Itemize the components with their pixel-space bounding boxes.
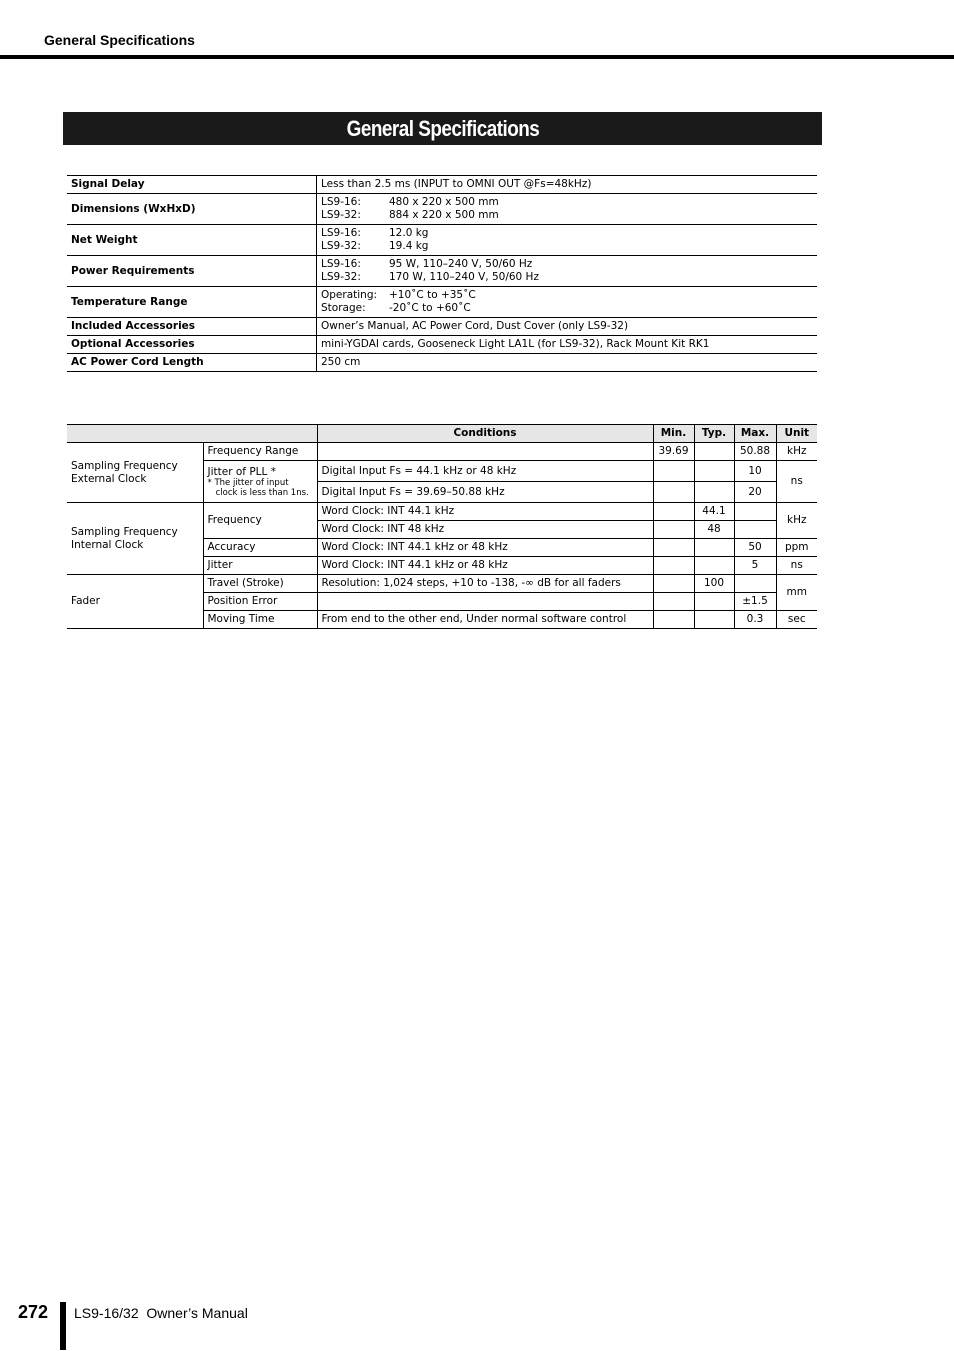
conditions-cell [317, 593, 653, 611]
max-cell [734, 521, 776, 539]
conditions-cell: Digital Input Fs = 44.1 kHz or 48 kHz [317, 461, 653, 482]
spec-label: Dimensions (WxHxD) [67, 194, 317, 225]
spec-label: AC Power Cord Length [67, 354, 317, 372]
model-label: Operating: [321, 289, 378, 301]
min-cell [653, 611, 694, 629]
unit-cell: ppm [776, 539, 817, 557]
min-cell [653, 482, 694, 503]
unit-cell: mm [776, 575, 817, 611]
footer-bar [60, 1302, 66, 1350]
item-cell: Frequency Range [203, 443, 317, 461]
group-fader: Fader [67, 575, 203, 629]
table-row [67, 354, 817, 372]
unit-cell: kHz [776, 443, 817, 461]
value-text: 170 W, 110–240 V, 50/60 Hz [389, 271, 539, 283]
footnote: * The jitter of input clock is less than 1ns. [207, 477, 309, 498]
max-cell: 5 [734, 557, 776, 575]
spec-label: Temperature Range [67, 287, 317, 318]
spec-label: Optional Accessories [67, 336, 317, 354]
item-cell: Travel (Stroke) [203, 575, 317, 593]
running-header: General Specifications [44, 32, 195, 48]
spec-value-line [321, 356, 813, 369]
spec-label: Signal Delay [67, 176, 317, 194]
section-title: General Specifications [346, 116, 539, 141]
spec-value-line [321, 289, 813, 302]
item-cell: Frequency [203, 503, 317, 539]
max-cell: ±1.5 [734, 593, 776, 611]
spec-label: Included Accessories [67, 318, 317, 336]
header-blank [67, 425, 317, 443]
spec-value-line [321, 271, 813, 284]
max-cell [734, 503, 776, 521]
table-row [67, 256, 817, 287]
model-label: LS9-16: [321, 227, 361, 239]
typ-cell [694, 461, 734, 482]
value-text: Owner’s Manual, AC Power Cord, Dust Cover (only LS9-32) [321, 320, 629, 332]
value-text: 12.0 kg [389, 227, 429, 239]
min-cell [653, 557, 694, 575]
model-label: Storage: [321, 302, 366, 314]
item-cell: Jitter [203, 557, 317, 575]
min-cell [653, 461, 694, 482]
header-conditions: Conditions [317, 425, 653, 443]
spec-value-line [321, 320, 813, 333]
header-max: Max. [734, 425, 776, 443]
general-spec-table [67, 175, 817, 372]
spec-value [317, 176, 818, 194]
table-header-row [67, 425, 817, 443]
model-label: LS9-16: [321, 196, 361, 208]
max-cell: 10 [734, 461, 776, 482]
spec-value [317, 287, 818, 318]
unit-cell: kHz [776, 503, 817, 539]
typ-cell: 100 [694, 575, 734, 593]
conditions-cell: Word Clock: INT 44.1 kHz [317, 503, 653, 521]
typ-cell [694, 593, 734, 611]
max-cell: 50 [734, 539, 776, 557]
model-label: LS9-32: [321, 209, 361, 221]
header-typ: Typ. [694, 425, 734, 443]
spec-value-line [321, 209, 813, 222]
spec-value-line [321, 196, 813, 209]
typ-cell [694, 557, 734, 575]
table-row [67, 575, 817, 593]
group-internal-clock: Sampling Frequency Internal Clock [67, 503, 203, 575]
item-cell [203, 461, 317, 503]
item-cell: Position Error [203, 593, 317, 611]
max-cell: 50.88 [734, 443, 776, 461]
header-rule [0, 55, 954, 59]
min-cell [653, 503, 694, 521]
min-cell [653, 539, 694, 557]
max-cell: 0.3 [734, 611, 776, 629]
unit-cell: sec [776, 611, 817, 629]
header-min: Min. [653, 425, 694, 443]
table-row [67, 336, 817, 354]
min-cell [653, 521, 694, 539]
page-number: 272 [18, 1302, 49, 1322]
table-row [67, 176, 817, 194]
section-title-bar [63, 112, 822, 145]
value-text: -20˚C to +60˚C [389, 302, 471, 314]
table-row [67, 318, 817, 336]
unit-cell: ns [776, 557, 817, 575]
model-label: LS9-16: [321, 258, 361, 270]
max-cell [734, 575, 776, 593]
value-text: mini-YGDAI cards, Gooseneck Light LA1L (for LS9-32), Rack Mount Kit RK1 [321, 338, 710, 350]
spec-label: Net Weight [67, 225, 317, 256]
item-cell: Accuracy [203, 539, 317, 557]
conditions-cell: Word Clock: INT 48 kHz [317, 521, 653, 539]
table-row [67, 225, 817, 256]
table-row [67, 443, 817, 461]
table-row [67, 194, 817, 225]
conditions-cell: Word Clock: INT 44.1 kHz or 48 kHz [317, 557, 653, 575]
spec-value-line [321, 178, 813, 191]
clock-fader-spec-table [67, 424, 817, 629]
typ-cell: 48 [694, 521, 734, 539]
manual-title: LS9-16/32 Owner’s Manual [74, 1305, 248, 1321]
conditions-cell [317, 443, 653, 461]
table-row [67, 287, 817, 318]
spec-value-line [321, 240, 813, 253]
conditions-cell: Digital Input Fs = 39.69–50.88 kHz [317, 482, 653, 503]
max-cell: 20 [734, 482, 776, 503]
min-cell: 39.69 [653, 443, 694, 461]
typ-cell [694, 611, 734, 629]
typ-cell [694, 539, 734, 557]
typ-cell [694, 443, 734, 461]
spec-value [317, 336, 818, 354]
value-text: 19.4 kg [389, 240, 429, 252]
spec-label: Power Requirements [67, 256, 317, 287]
conditions-cell: From end to the other end, Under normal software control [317, 611, 653, 629]
spec-value-line [321, 302, 813, 315]
typ-cell: 44.1 [694, 503, 734, 521]
conditions-cell: Word Clock: INT 44.1 kHz or 48 kHz [317, 539, 653, 557]
spec-value [317, 354, 818, 372]
value-text: Less than 2.5 ms (INPUT to OMNI OUT @Fs=48kHz) [321, 178, 592, 190]
spec-value-line [321, 227, 813, 240]
typ-cell [694, 482, 734, 503]
value-text: +10˚C to +35˚C [389, 289, 476, 301]
spec-value [317, 318, 818, 336]
group-external-clock: Sampling Frequency External Clock [67, 443, 203, 503]
spec-value [317, 225, 818, 256]
min-cell [653, 593, 694, 611]
value-text: 250 cm [321, 356, 361, 368]
header-unit: Unit [776, 425, 817, 443]
item-label: Jitter of PLL * [207, 465, 276, 478]
value-text: 884 x 220 x 500 mm [389, 209, 499, 221]
spec-value [317, 194, 818, 225]
value-text: 480 x 220 x 500 mm [389, 196, 499, 208]
item-cell: Moving Time [203, 611, 317, 629]
value-text: 95 W, 110–240 V, 50/60 Hz [389, 258, 533, 270]
spec-value-line [321, 338, 813, 351]
spec-value-line [321, 258, 813, 271]
spec-value [317, 256, 818, 287]
min-cell [653, 575, 694, 593]
unit-cell: ns [776, 461, 817, 503]
table-row [67, 503, 817, 521]
conditions-cell: Resolution: 1,024 steps, +10 to -138, -∞ dB for all faders [317, 575, 653, 593]
model-label: LS9-32: [321, 240, 361, 252]
model-label: LS9-32: [321, 271, 361, 283]
